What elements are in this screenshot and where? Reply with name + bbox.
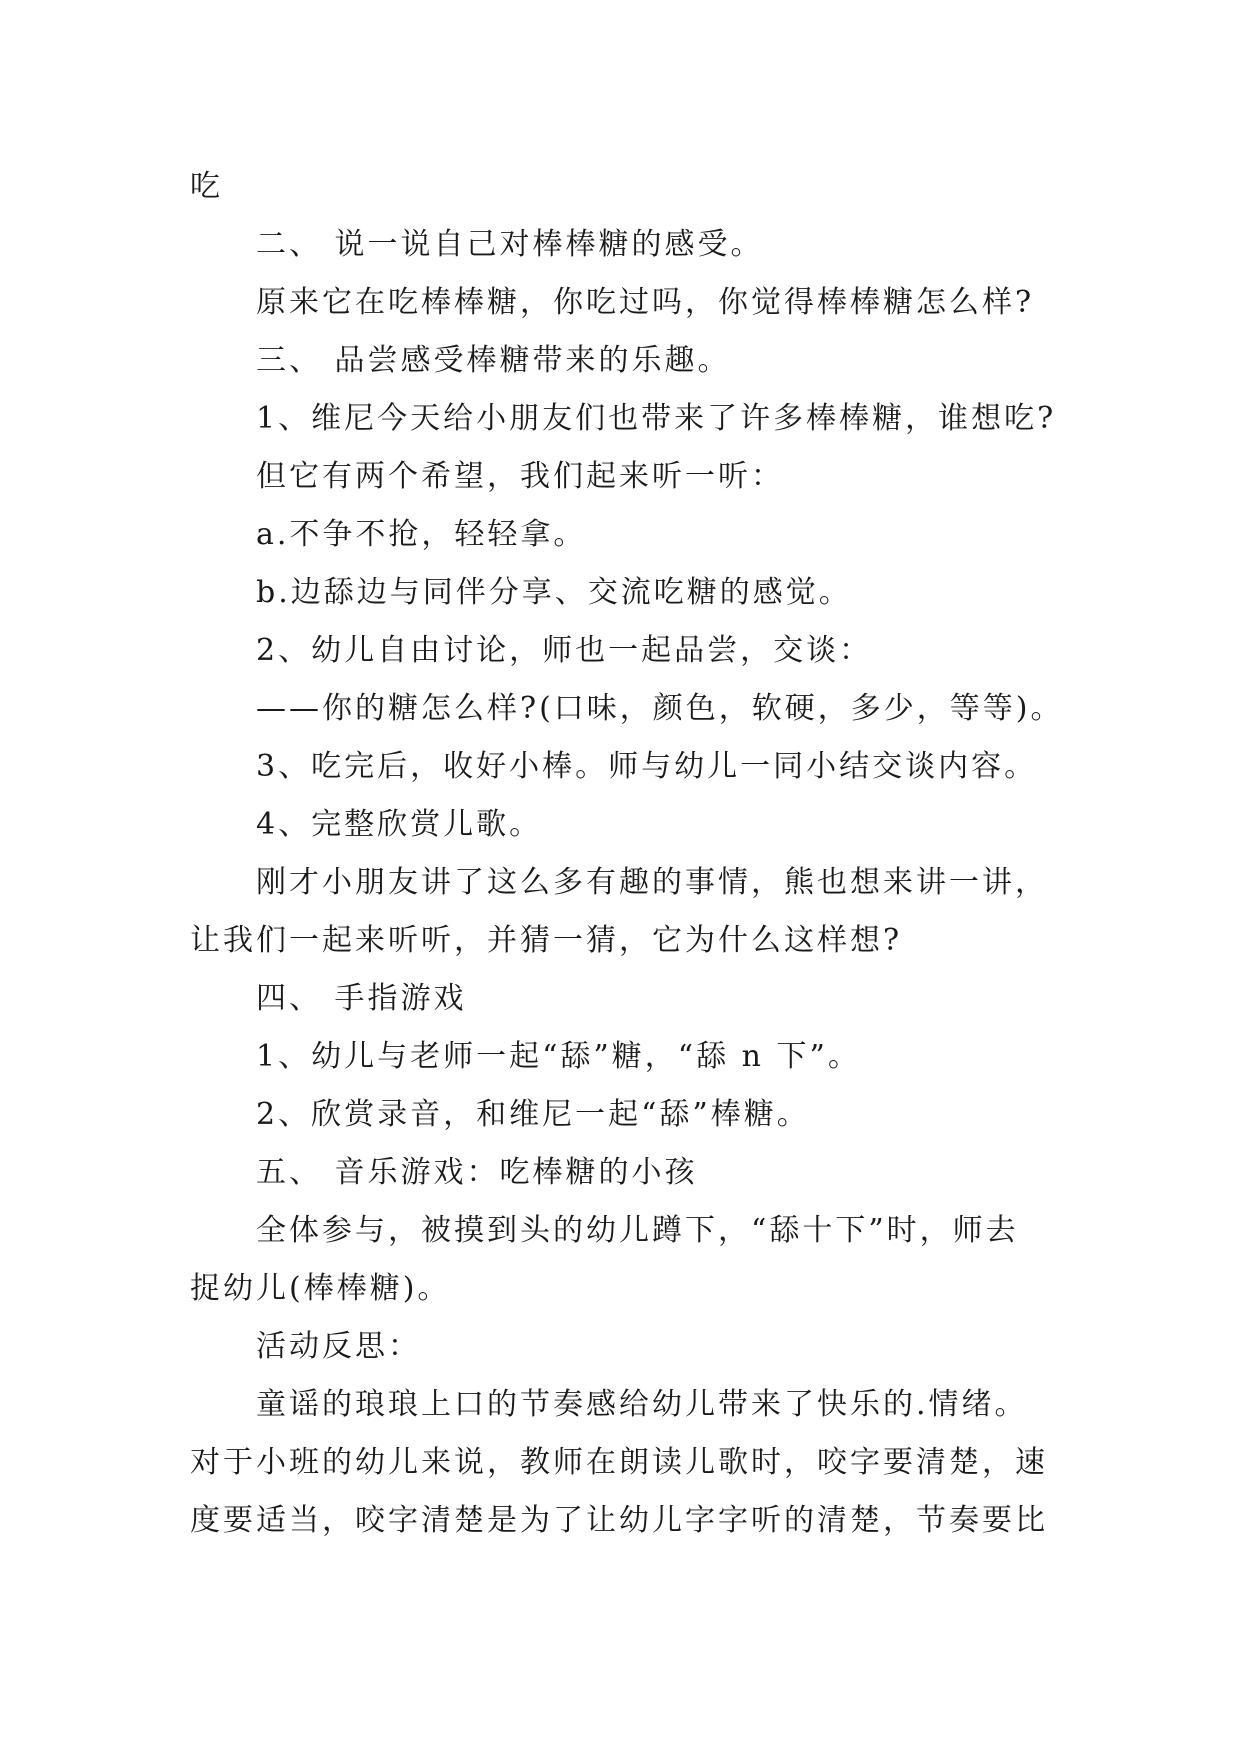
section-heading-3: 三、 品尝感受棒糖带来的乐趣。 bbox=[256, 343, 731, 378]
text-line-1: 吃 bbox=[190, 169, 223, 204]
list-item-4: 4、完整欣赏儿歌。 bbox=[256, 807, 543, 842]
text-line-14: 让我们一起来听听，并猜一猜，它为什么这样想? bbox=[190, 923, 903, 958]
text-line-23: 对于小班的幼儿来说，教师在朗读儿歌时，咬字要清楚，速 bbox=[190, 1445, 1048, 1480]
reflection-heading: 活动反思： bbox=[256, 1329, 421, 1364]
list-item-1: 1、维尼今天给小朋友们也带来了许多棒棒糖，谁想吃? bbox=[256, 401, 1057, 436]
text-line-19: 全体参与，被摸到头的幼儿蹲下，“舔十下”时，师去 bbox=[256, 1213, 1019, 1248]
list-item-a: a.不争不抢，轻轻拿。 bbox=[256, 517, 587, 552]
text-line-20: 捉幼儿(棒棒糖)。 bbox=[190, 1271, 451, 1306]
list-item-4-2: 2、欣赏录音，和维尼一起“舔”棒糖。 bbox=[256, 1097, 810, 1132]
text-line-6: 但它有两个希望，我们起来听一听： bbox=[256, 459, 784, 494]
text-line-13: 刚才小朋友讲了这么多有趣的事情，熊也想来讲一讲， bbox=[256, 865, 1048, 900]
section-heading-5: 五、 音乐游戏：吃棒糖的小孩 bbox=[256, 1155, 698, 1190]
list-item-b: b.边舔边与同伴分享、交流吃糖的感觉。 bbox=[256, 575, 852, 610]
list-item-3: 3、吃完后，收好小棒。师与幼儿一同小结交谈内容。 bbox=[256, 749, 1038, 784]
section-heading-2: 二、 说一说自己对棒棒糖的感受。 bbox=[256, 227, 764, 262]
text-line-22: 童谣的琅琅上口的节奏感给幼儿带来了快乐的.情绪。 bbox=[256, 1387, 1028, 1422]
section-heading-4: 四、 手指游戏 bbox=[256, 981, 467, 1016]
document-body bbox=[190, 158, 1070, 1550]
list-item-4-1: 1、幼儿与老师一起“舔”糖，“舔 n 下”。 bbox=[256, 1039, 861, 1074]
text-line-24: 度要适当，咬字清楚是为了让幼儿字字听的清楚，节奏要比 bbox=[190, 1503, 1048, 1538]
text-line-3: 原来它在吃棒棒糖，你吃过吗，你觉得棒棒糖怎么样? bbox=[256, 285, 1035, 320]
text-line-10: ——你的糖怎么样?(口味，颜色，软硬，多少，等等)。 bbox=[256, 691, 1064, 726]
list-item-2: 2、幼儿自由讨论，师也一起品尝，交谈： bbox=[256, 633, 873, 668]
